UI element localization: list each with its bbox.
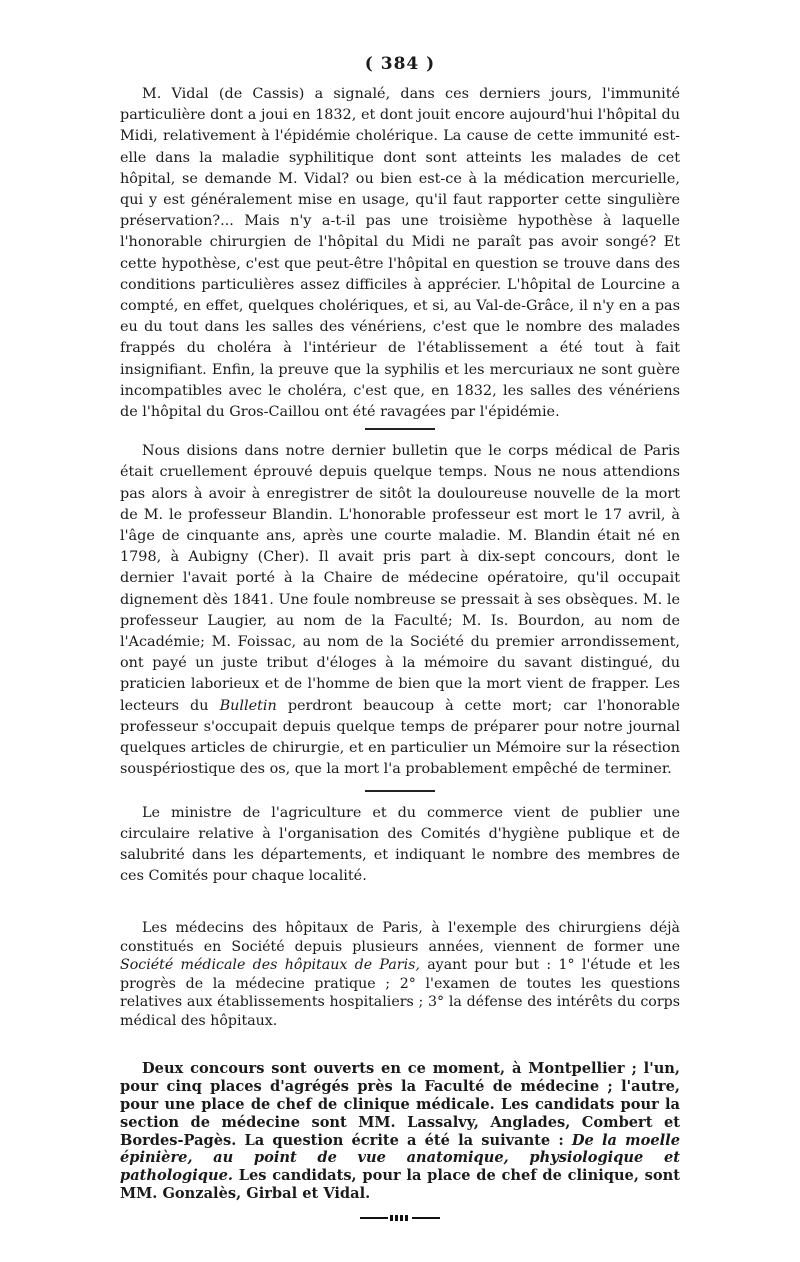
page-number: ( 384 ) bbox=[364, 54, 436, 74]
bulletin-italic: Bulletin bbox=[219, 697, 277, 714]
separator-rule bbox=[365, 428, 435, 430]
paragraph-blandin-obituary: Nous disions dans notre dernier bulletin que le corps médical de Paris était cruellement éprouvé depuis quelque temps. Nous ne nous attendions pas alors à avoir à enregistrer de sitôt la douloureuse nouvelle de la mort de M. le professeur Blandin. L'honorable professeur est mort le 17 avril, à l'âge de cinquante ans, après une courte maladie. M. Blandin était né en 1798, à Aubigny (Cher). Il avait pris part à dix-sept concours, dont le dernier l'avait porté à la Chaire de médecine opératoire, qu'il occupait dignement dès 1841. Une foule nombreuse se pressait à ses obsèques. M. le professeur Laugier, au nom de la Faculté; M. Is. Bourdon, au nom de l'Académie; M. Foissac, au nom de la Société du premier arrondissement, ont payé un juste tribut d'éloges à la mémoire du savant distingué, du praticien laborieux et de l'homme de bien que la mort vient de frapper. Les lecteurs du Bulletin perdront beaucoup à cette mort; car l'honorable professeur s'occupait depuis quelque temps de préparer pour notre journal quelques articles de chirurgie, et en particulier un Mémoire sur la résection souspériostique des os, que la mort l'a probablement empêché de terminer. bbox=[120, 443, 680, 778]
paragraph-vidal-cholera: M. Vidal (de Cassis) a signalé, dans ces derniers jours, l'immunité particulière dont a joui en 1832, et dont jouit encore aujourd'hui l'hôpital du Midi, relativement à l'épidémie cholérique. La cause de cette immunité est-elle dans la maladie syphilitique dont sont atteints les malades de cet hôpital, se demande M. Vidal? ou bien est-ce à la médication mercurielle, qui y est généralement mise en usage, qu'il faut rapporter cette singulière préservation?... Mais n'y a-t-il pas une troisième hypothèse à laquelle l'honorable chirurgien de l'hôpital du Midi ne paraît pas avoir songé? Et cette hypothèse, c'est que peut-être l'hôpital en question se trouve dans des conditions particulières assez difficiles à apprécier. L'hôpital de Lourcine a compté, en effet, quelques cholériques, et si, au Val-de-Grâce, il n'y en a pas eu du tout dans les salles des vénériens, c'est que le nombre des malades frappés du choléra à l'intérieur de l'établissement a été tout à fait insignifiant. Enfin, la preuve que la syphilis et les mercuriaux ne sont guère incompatibles avec le choléra, c'est que, en 1832, les salles des vénériens de l'hôpital du Gros-Caillou ont été ravagées par l'épidémie. bbox=[120, 86, 680, 421]
document-page bbox=[120, 54, 680, 1221]
question-italic: De la moelle épinière, au point de vue anatomique, physiologique et pathologique. bbox=[120, 1131, 680, 1185]
separator-rule bbox=[365, 790, 435, 792]
paragraph-concours-montpellier: Deux concours sont ouverts en ce moment, à Montpellier ; l'un, pour cinq places d'agrégés près la Faculté de médecine ; l'autre, pour une place de chef de clinique médicale. Les candidats pour la section de médecine sont MM. Lassalvy, Anglades, Combert et Bordes-Pagès. La question écrite a été la suivante : De la moelle épinière, au point de vue anatomique, physiologique et pathologique. Les candidats, pour la place de chef de clinique, sont MM. Gonzalès, Girbal et Vidal. bbox=[120, 1060, 680, 1202]
paragraph-societe-medicale: Les médecins des hôpitaux de Paris, à l'exemple des chirurgiens déjà constitués en Société depuis plusieurs années, viennent de former une Société médicale des hôpitaux de Paris, ayant pour but : 1° l'étude et les progrès de la médecine pratique ; 2° l'examen de toutes les questions relatives aux établissements hospitaliers ; 3° la défense des intérêts du corps médical des hôpitaux. bbox=[120, 920, 680, 1029]
societe-italic: Société médicale des hôpitaux de Paris, bbox=[120, 957, 420, 974]
paragraph-comites-hygiene: Le ministre de l'agriculture et du commerce vient de publier une circulaire relative à l'organisation des Comités d'hygiène publique et de salubrité dans les départements, et indiquant le nombre des membres de ces Comités pour chaque localité. bbox=[120, 804, 680, 885]
end-ornament bbox=[360, 1215, 440, 1221]
